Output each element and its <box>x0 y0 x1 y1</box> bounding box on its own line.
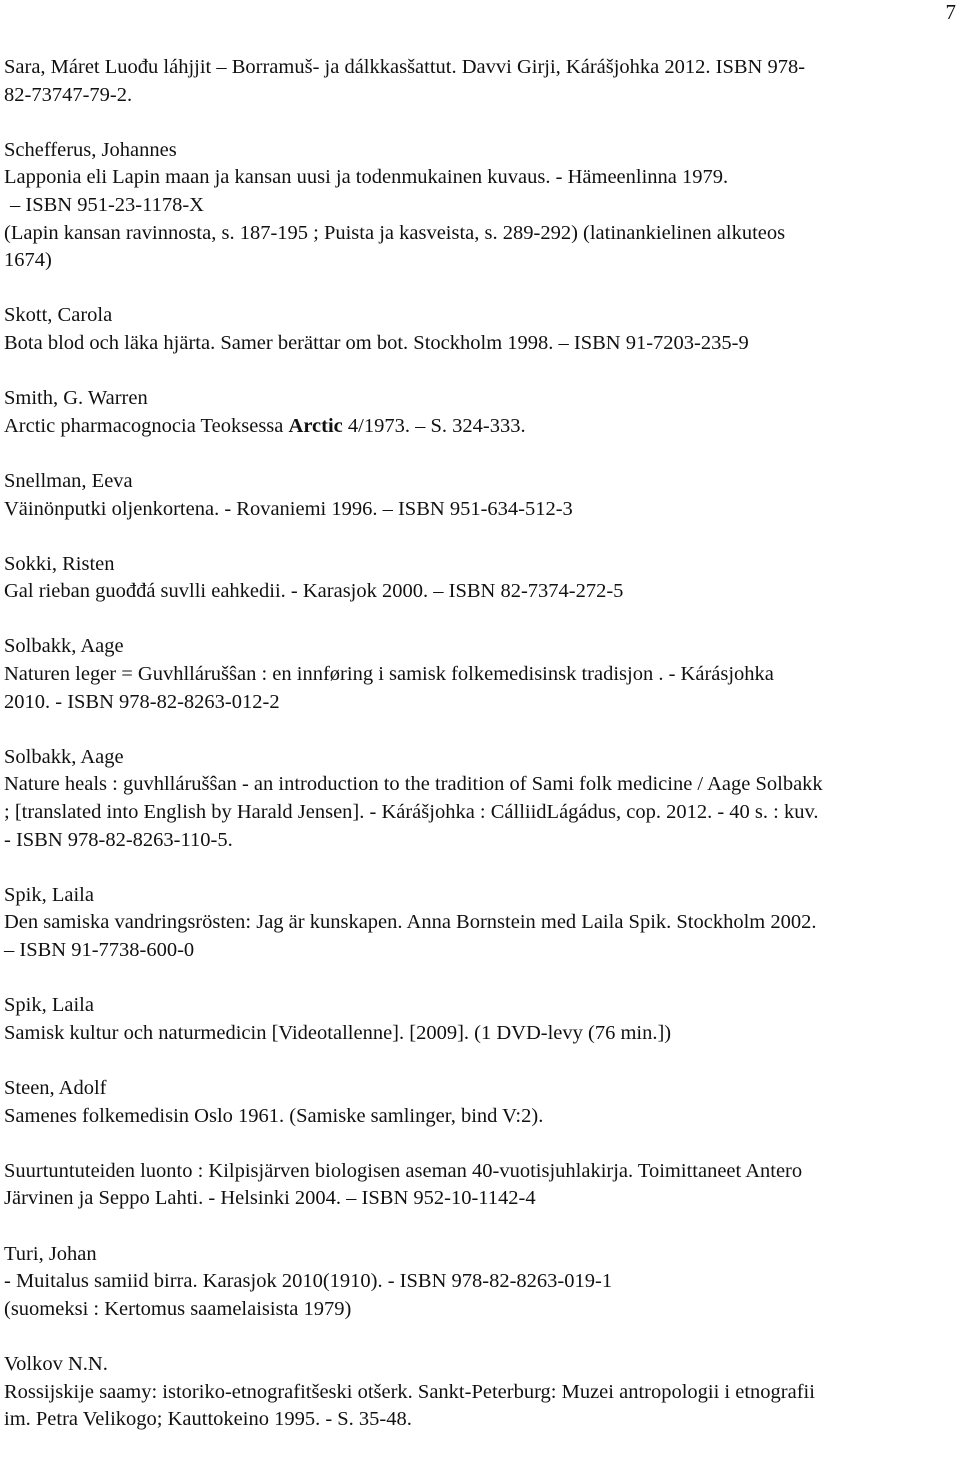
entry-line: Bota blod och läka hjärta. Samer berättar om bot. Stockholm 1998. – ISBN 91-7203-235-9 <box>4 331 749 354</box>
bibliography-entry-solbakk-2 <box>4 744 954 854</box>
entry-line: 2010. - ISBN 978-82-8263-012-2 <box>4 690 280 713</box>
entry-author: Schefferus, Johannes <box>4 138 177 161</box>
entry-author: Solbakk, Aage <box>4 745 124 768</box>
entry-author: Turi, Johan <box>4 1242 97 1265</box>
entry-line: Lapponia eli Lapin maan ja kansan uusi ja todenmukainen kuvaus. - Hämeenlinna 1979. <box>4 166 729 189</box>
entry-author: Smith, G. Warren <box>4 387 148 410</box>
bibliography-entry-smith <box>4 385 954 440</box>
bibliography-entry-solbakk-1 <box>4 633 954 716</box>
entry-line: Gal rieban guođđá suvlli eahkedii. - Karasjok 2000. – ISBN 82-7374-272-5 <box>4 580 624 603</box>
bibliography-entry-spik-2 <box>4 992 954 1047</box>
bibliography-entry-skott <box>4 302 954 357</box>
entry-line: - Muitalus samiid birra. Karasjok 2010(1910). - ISBN 978-82-8263-019-1 <box>4 1270 613 1293</box>
bibliography-entry-turi <box>4 1241 954 1324</box>
entry-line: Rossijskije saamy: istoriko-etnografitšeski otšerk. Sankt-Peterburg: Muzei antropologii i etnografii <box>4 1380 815 1403</box>
entry-author: Spik, Laila <box>4 883 94 906</box>
entry-author: Sokki, Risten <box>4 552 115 575</box>
entry-line: - ISBN 978-82-8263-110-5. <box>4 828 233 851</box>
entry-author: Volkov N.N. <box>4 1352 108 1375</box>
bibliography-entry-snellman <box>4 468 954 523</box>
entry-line <box>4 413 954 441</box>
entry-line: Väinönputki oljenkortena. - Rovaniemi 1996. – ISBN 951-634-512-3 <box>4 497 573 520</box>
entry-line: 1674) <box>4 249 52 272</box>
bibliography-entry-schefferus <box>4 137 954 275</box>
entry-author: Snellman, Eeva <box>4 469 133 492</box>
bibliography-entry-volkov <box>4 1351 954 1434</box>
page-number: 7 <box>945 0 956 24</box>
entry-line: ; [translated into English by Harald Jensen]. - Kárášjohka : CálliidLágádus, cop. 2012. - 40 s. : kuv. <box>4 801 819 824</box>
entry-line: (Lapin kansan ravinnosta, s. 187-195 ; Puista ja kasveista, s. 289-292) (latinankielinen alkuteos <box>4 221 786 244</box>
entry-author: Spik, Laila <box>4 994 94 1017</box>
bibliography-entry-suurtuntuteiden <box>4 1158 954 1213</box>
entry-line: Sara, Máret Luođu láhjjit – Borramuš- ja dálkkasšattut. Davvi Girji, Kárášjohka 2012. ISBN 978- <box>4 56 806 78</box>
entry-isbn: – ISBN 91-7738-600-0 <box>4 939 195 961</box>
bibliography-entry-spik-1 <box>4 882 954 965</box>
bibliography-entry-sokki <box>4 551 954 606</box>
entry-isbn: – ISBN 951-23-1178-X <box>10 193 204 216</box>
entry-line: Naturen leger = Guvhllárušŝan : en innføring i samisk folkemedisinsk tradisjon . - Kárásjohka <box>4 663 774 686</box>
entry-line: Suurtuntuteiden luonto : Kilpisjärven biologisen aseman 40-vuotisjuhlakirja. Toimittaneet Antero <box>4 1159 803 1182</box>
entry-line: Samisk kultur och naturmedicin [Videotallenne]. [2009]. (1 DVD-levy (76 min.]) <box>4 1021 672 1044</box>
entry-line: Samenes folkemedisin Oslo 1961. (Samiske samlinger, bind V:2). <box>4 1104 544 1127</box>
bibliography-list <box>4 54 954 1461</box>
entry-line: (suomeksi : Kertomus saamelaisista 1979) <box>4 1297 352 1320</box>
journal-title: Arctic <box>288 414 343 437</box>
entry-line: im. Petra Velikogo; Kauttokeino 1995. - S. 35-48. <box>4 1408 412 1431</box>
entry-line: Järvinen ja Seppo Lahti. - Helsinki 2004. – ISBN 952-10-1142-4 <box>4 1187 536 1210</box>
entry-text: 4/1973. – S. 324-333. <box>342 414 526 437</box>
entry-author: Skott, Carola <box>4 304 113 327</box>
bibliography-entry-steen <box>4 1075 954 1130</box>
entry-text: Arctic pharmacognocia Teoksessa <box>4 414 289 437</box>
bibliography-entry-sara <box>4 54 954 109</box>
entry-line: Nature heals : guvhllárušŝan - an introduction to the tradition of Sami folk medicine / Aage Solbakk <box>4 773 823 796</box>
entry-author: Solbakk, Aage <box>4 635 124 658</box>
entry-line: 82-73747-79-2. <box>4 83 133 106</box>
entry-line: Den samiska vandringsrösten: Jag är kunskapen. Anna Bornstein med Laila Spik. Stockholm 2002. <box>4 911 817 934</box>
entry-author: Steen, Adolf <box>4 1076 107 1099</box>
